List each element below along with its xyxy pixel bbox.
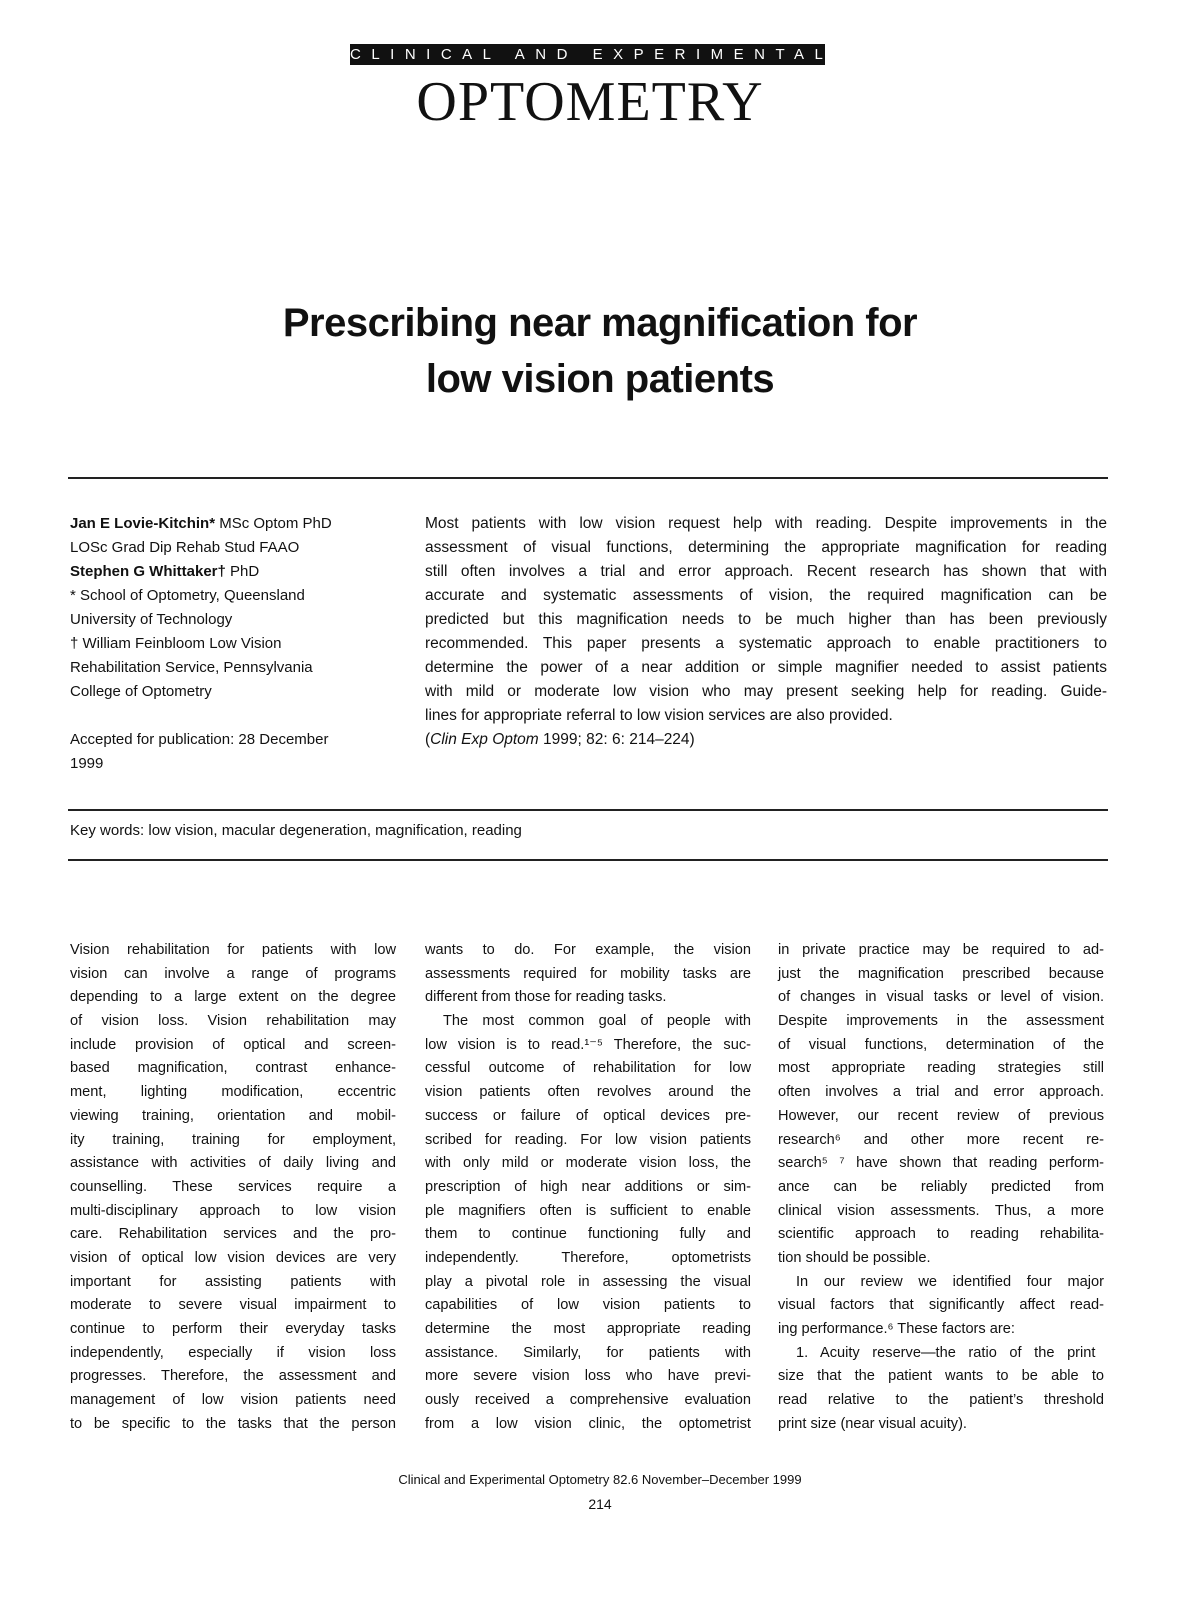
author-degrees: LOSc Grad Dip Rehab Stud FAAO	[70, 539, 300, 556]
title-line: low vision patients	[425, 357, 775, 401]
body-text-line: play a pivotal role in assessing the visual	[425, 1273, 751, 1290]
keywords: Key words: low vision, macular degeneration, magnification, reading	[70, 822, 522, 839]
accepted-date: Accepted for publication: 28 December	[70, 731, 329, 748]
body-text-line: management of low vision patients need	[70, 1392, 396, 1409]
body-text-line: The most common goal of people with	[443, 1013, 751, 1030]
author-line	[70, 512, 400, 536]
body-text-line: assistance. Similarly, for patients with	[425, 1344, 751, 1361]
affiliation: † William Feinbloom Low Vision	[70, 635, 282, 652]
author-degrees: PhD	[225, 563, 260, 580]
body-text-line: viewing training, orientation and mobil-	[70, 1107, 396, 1124]
body-text-line: research⁶ and other more recent re-	[778, 1131, 1104, 1148]
body-text-line: most appropriate reading strategies still	[778, 1060, 1104, 1077]
author-name: Jan E Lovie-Kitchin*	[70, 515, 216, 532]
body-text-line: print size (near visual acuity).	[778, 1415, 967, 1432]
body-text-line: However, our recent review of previous	[778, 1107, 1104, 1124]
body-text-line: independently, especially if vision loss	[70, 1344, 396, 1361]
accepted-date: 1999	[70, 755, 104, 772]
body-text-line: 1. Acuity reserve—the ratio of the print	[796, 1344, 1096, 1361]
body-text-line: include provision of optical and screen-	[70, 1036, 396, 1053]
article-title	[150, 295, 1050, 407]
body-text-line: just the magnification prescribed because	[778, 965, 1104, 982]
body-text-line: continue to perform their everyday tasks	[70, 1321, 396, 1337]
divider	[68, 477, 1108, 479]
body-text-line: counselling. These services require a	[70, 1178, 396, 1195]
citation-journal: Clin Exp Optom	[430, 731, 539, 748]
body-text-line: size that the patient wants to be able to	[778, 1368, 1104, 1385]
body-text-line: scribed for reading. For low vision patients	[425, 1131, 751, 1148]
body-text-line: prescription of high near additions or sim-	[425, 1178, 751, 1195]
body-text-line: often involves a trial and error approach.	[778, 1084, 1104, 1101]
body-text-line: of changes in visual tasks or level of vision.	[778, 989, 1104, 1006]
abstract-line: recommended. This paper presents a systematic approach to enable practitioners to	[425, 635, 1107, 652]
body-text-line: moderate to severe visual impairment to	[70, 1297, 396, 1314]
abstract-line: assessment of visual functions, determining the appropriate magnification for reading	[425, 539, 1107, 556]
body-text-line: important for assisting patients with	[70, 1273, 396, 1290]
body-text-line: of vision loss. Vision rehabilitation may	[70, 1013, 396, 1030]
body-text-line: ment, lighting modification, eccentric	[70, 1084, 396, 1101]
citation-details: 1999; 82: 6: 214–224)	[538, 731, 695, 748]
body-text-line: ity training, training for employment,	[70, 1131, 396, 1148]
body-text-line: more severe vision loss who have previ-	[425, 1368, 751, 1385]
body-text-line: search⁵ ⁷ have shown that reading perform-	[778, 1155, 1104, 1172]
body-text-line: ously received a comprehensive evaluation	[425, 1392, 751, 1409]
abstract-line: accurate and systematic assessments of vision, the required magnification can be	[425, 587, 1107, 604]
abstract-line: lines for appropriate referral to low vision services are also provided.	[425, 707, 893, 724]
title-line: Prescribing near magnification for	[282, 301, 918, 345]
body-text-line: wants to do. For example, the vision	[425, 942, 751, 958]
divider	[68, 809, 1108, 811]
body-text-line: care. Rehabilitation services and the pro-	[70, 1226, 396, 1243]
body-text-line: ing performance.⁶ These factors are:	[778, 1321, 1015, 1337]
body-text-line: low vision is to read.¹⁻⁵ Therefore, the suc-	[425, 1036, 751, 1053]
journal-series-banner: CLINICAL AND EXPERIMENTAL	[350, 46, 834, 63]
author-block	[70, 512, 400, 776]
body-text-line: assessments required for mobility tasks are	[425, 965, 751, 982]
author-line	[70, 560, 400, 584]
body-text-line: In our review we identified four major	[796, 1273, 1104, 1290]
divider	[68, 859, 1108, 861]
affiliation: Rehabilitation Service, Pennsylvania	[70, 659, 313, 676]
body-column-3	[778, 939, 1104, 1436]
abstract-line: still often involves a trial and error approach. Recent research has shown that with	[425, 563, 1107, 580]
running-footer: Clinical and Experimental Optometry 82.6 November–December 1999	[398, 1472, 802, 1487]
body-text-line: assistance with activities of daily living and	[70, 1155, 396, 1172]
abstract	[425, 512, 1107, 752]
body-column-1	[70, 939, 396, 1436]
abstract-line: predicted but this magnification needs to be much higher than has been previously	[425, 611, 1107, 628]
body-text-line: visual factors that significantly affect read-	[778, 1297, 1104, 1314]
body-text-line: vision patients often revolves around the	[425, 1084, 751, 1101]
body-text-line: multi-disciplinary approach to low vision	[70, 1202, 396, 1219]
body-text-line: clinical vision assessments. Thus, a more	[778, 1202, 1104, 1219]
affiliation: College of Optometry	[70, 683, 212, 700]
body-text-line: Vision rehabilitation for patients with low	[70, 942, 396, 958]
body-text-line: in private practice may be required to ad-	[778, 942, 1104, 958]
body-text-line: capabilities of low vision patients to	[425, 1297, 751, 1314]
body-text-line: from a low vision clinic, the optometrist	[425, 1415, 751, 1432]
body-text-line: tion should be possible.	[778, 1249, 931, 1266]
body-text-line: Despite improvements in the assessment	[778, 1013, 1104, 1030]
author-name: Stephen G Whittaker†	[70, 563, 226, 580]
page-number: 214	[588, 1496, 612, 1512]
body-text-line: scientific approach to reading rehabilita-	[778, 1226, 1104, 1243]
body-text-line: depending to a large extent on the degree	[70, 989, 396, 1006]
journal-name: OPTOMETRY	[416, 71, 764, 133]
abstract-line: determine the power of a near addition or simple magnifier needed to assist patients	[425, 659, 1107, 676]
body-text-line: independently. Therefore, optometrists	[425, 1249, 751, 1266]
affiliation: * School of Optometry, Queensland	[70, 587, 305, 604]
body-text-line: to be specific to the tasks that the person	[70, 1415, 396, 1432]
affiliation: University of Technology	[70, 611, 233, 628]
body-text-line: based magnification, contrast enhance-	[70, 1060, 396, 1077]
body-text-line: ple magnifiers often is sufficient to enable	[425, 1202, 751, 1219]
body-text-line: of visual functions, determination of the	[778, 1036, 1104, 1053]
body-text-line: vision of optical low vision devices are very	[70, 1249, 396, 1266]
body-text-line: ance can be reliably predicted from	[778, 1178, 1104, 1195]
citation	[425, 728, 1107, 752]
body-text-line: read relative to the patient’s threshold	[778, 1392, 1104, 1409]
abstract-line: with mild or moderate low vision who may present seeking help for reading. Guide-	[425, 683, 1107, 700]
body-text-line: cessful outcome of rehabilitation for low	[425, 1060, 751, 1077]
author-degrees: MSc Optom PhD	[215, 515, 332, 532]
body-text-line: progresses. Therefore, the assessment and	[70, 1368, 396, 1385]
body-text-line: determine the most appropriate reading	[425, 1321, 751, 1337]
body-text-line: them to continue functioning fully and	[425, 1226, 751, 1243]
body-text-line: with only mild or moderate vision loss, the	[425, 1155, 751, 1172]
body-column-2	[425, 939, 751, 1436]
body-text-line: vision can involve a range of programs	[70, 965, 396, 982]
body-text-line: different from those for reading tasks.	[425, 989, 667, 1006]
abstract-line: Most patients with low vision request help with reading. Despite improvements in the	[425, 515, 1107, 532]
citation-paren: (	[425, 731, 431, 748]
body-text-line: success or failure of optical devices pre-	[425, 1107, 751, 1124]
